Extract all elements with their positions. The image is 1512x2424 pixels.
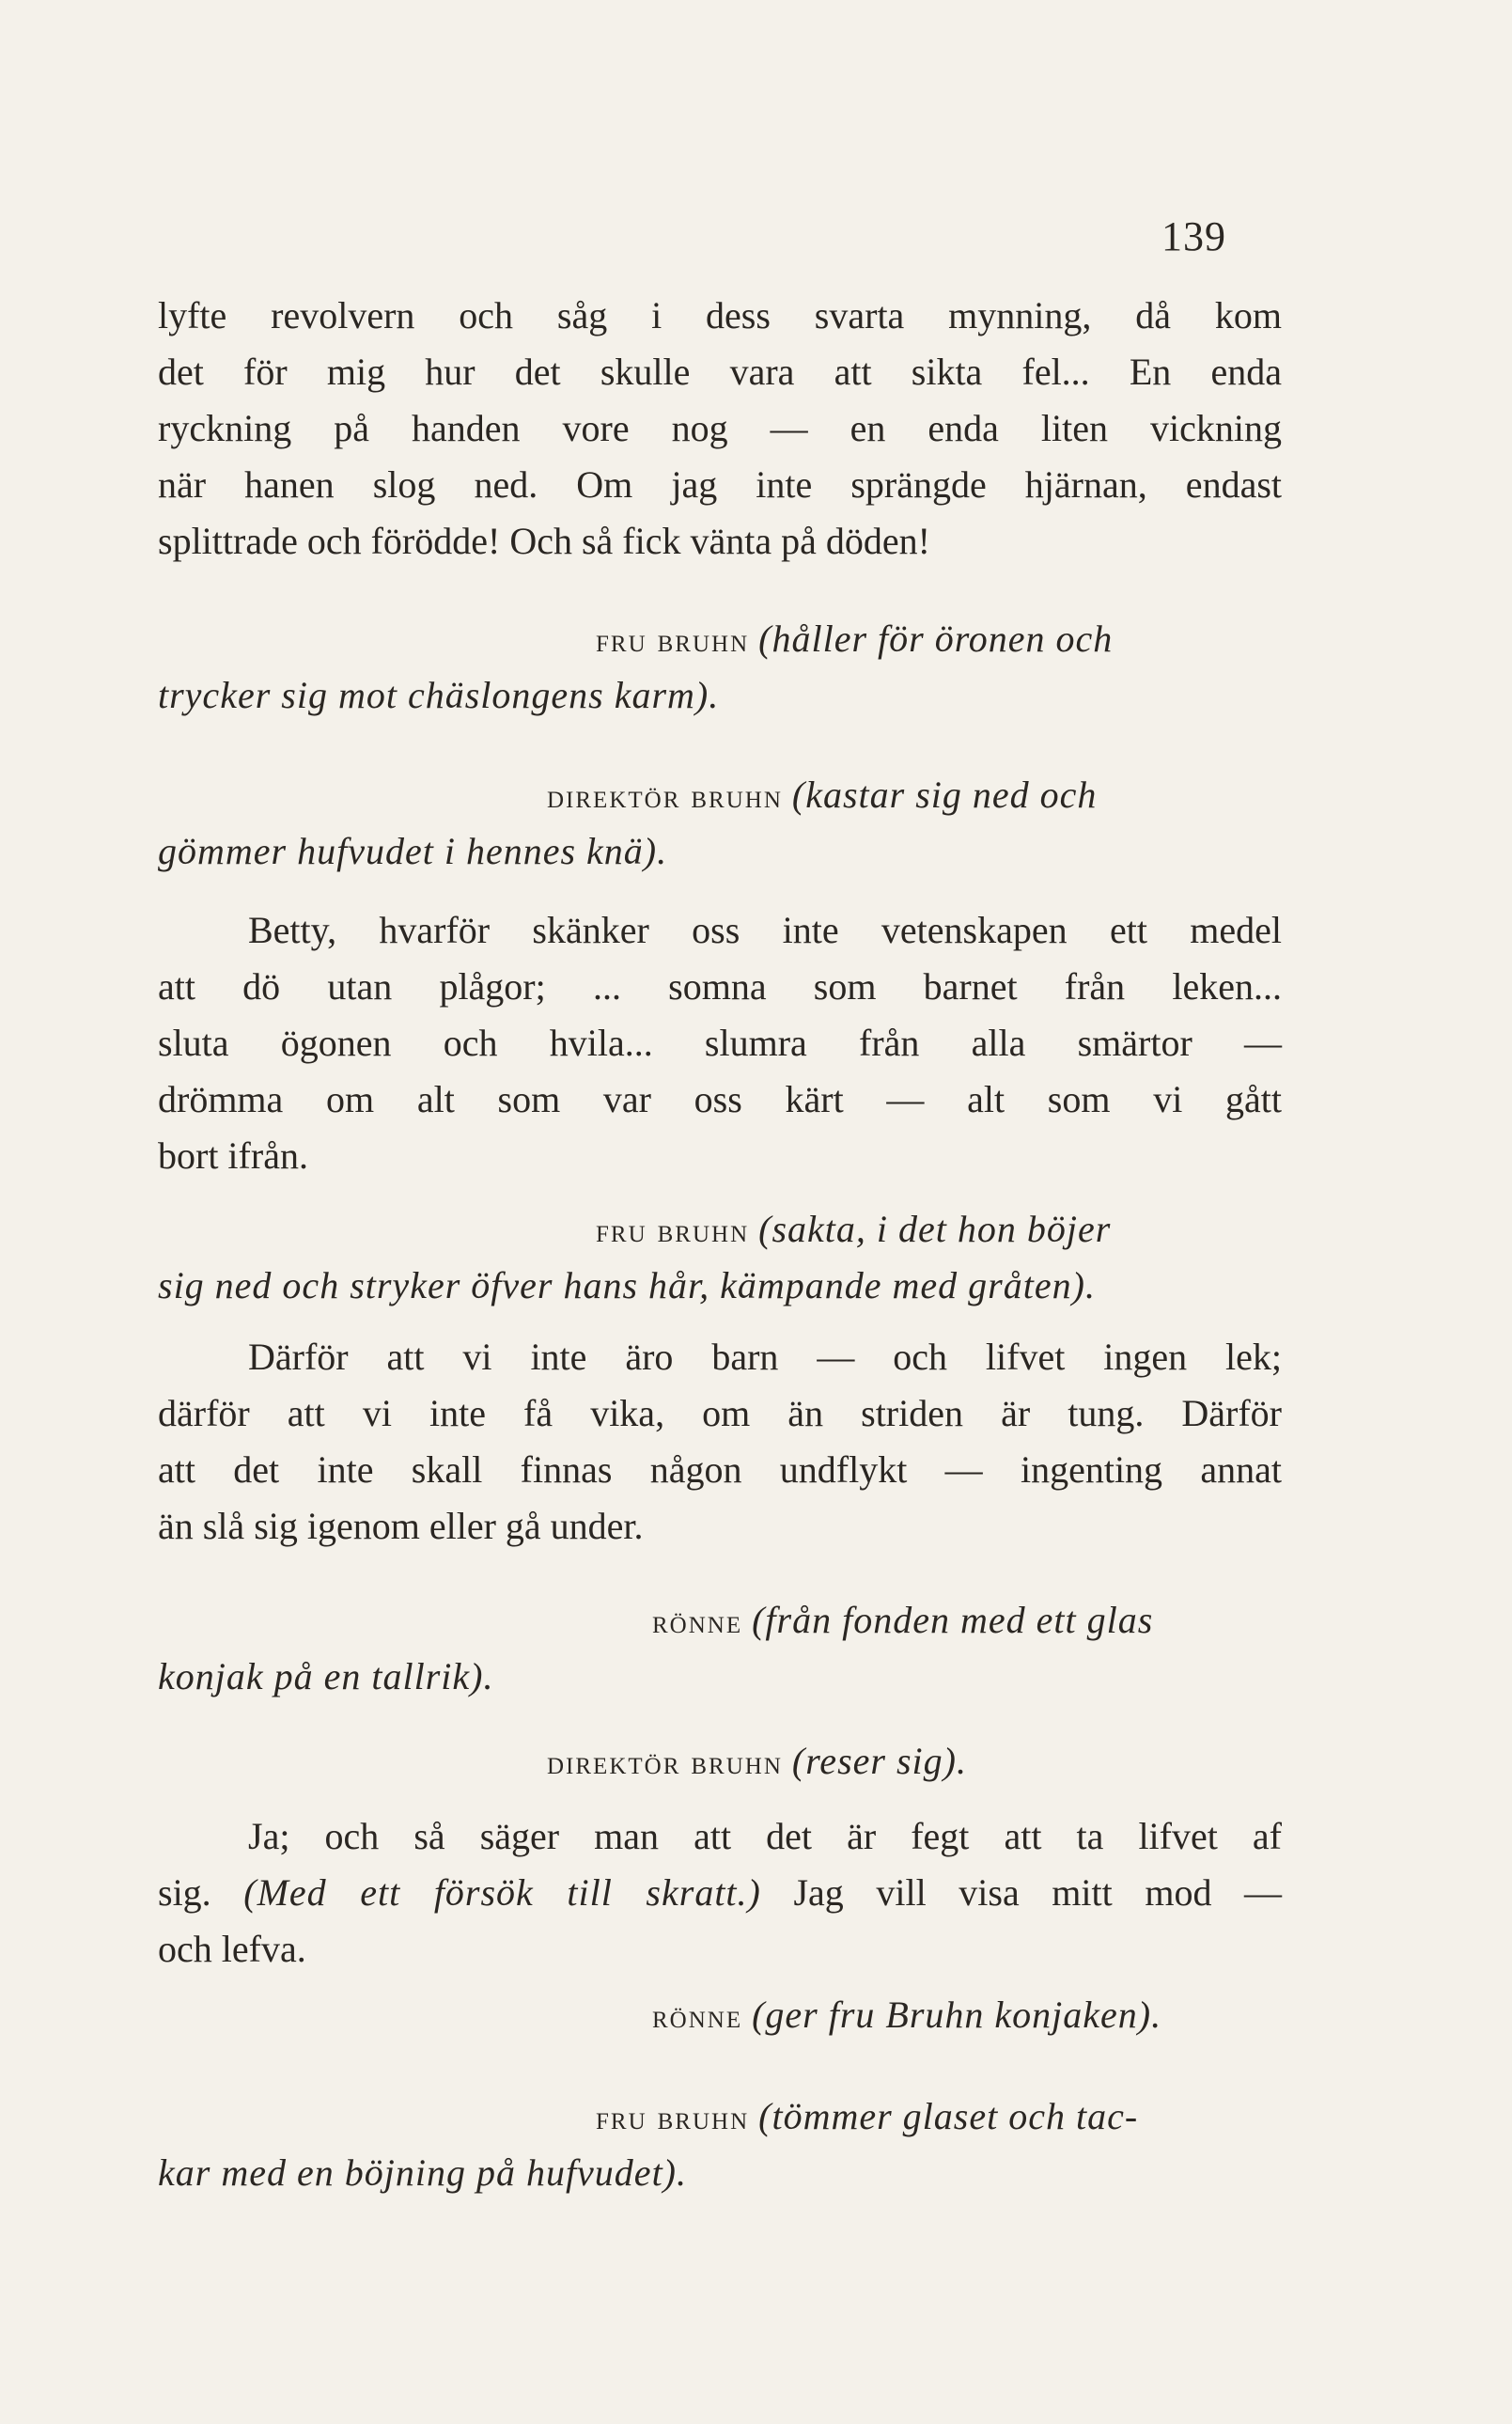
stage-cue-4 — [158, 1592, 1282, 1705]
cue-first-line — [158, 1201, 1282, 1258]
cue-first-line — [158, 611, 1282, 667]
cue-second-line — [158, 2145, 1282, 2201]
cue-first-line — [158, 767, 1282, 823]
paragraph-4 — [158, 1808, 1282, 1978]
text-line: drömma om alt som var oss kärt — alt som vi gått — [158, 1078, 1282, 1120]
speaker-name: rönne — [652, 1603, 743, 1640]
text-line: därför att vi inte få vika, om än striden är tung. Därför — [158, 1392, 1282, 1434]
stage-cue-1 — [158, 611, 1282, 724]
text-line: än slå sig igenom eller gå under. — [158, 1505, 644, 1547]
text-line: att dö utan plågor; ... somna som barnet från leken... — [158, 965, 1282, 1008]
speaker-name: fru bruhn — [596, 1212, 750, 1249]
cue-second-line — [158, 1649, 1282, 1705]
stage-cue-2 — [158, 767, 1282, 880]
text-line: splittrade och förödde! Och så fick vänta på döden! — [158, 520, 930, 562]
stage-direction: gömmer hufvudet i hennes knä). — [158, 830, 668, 872]
stage-direction: (tömmer glaset och tac- — [758, 2095, 1139, 2137]
cue-second-line — [158, 667, 1282, 724]
speaker-name: fru bruhn — [596, 621, 750, 659]
text-line — [158, 1865, 1282, 1921]
page-number: 139 — [1161, 213, 1226, 259]
stage-direction: kar med en böjning på hufvudet). — [158, 2151, 687, 2194]
stage-direction: trycker sig mot chäslongens karm). — [158, 674, 720, 716]
speaker-name: rönne — [652, 1997, 743, 2035]
paragraph-2 — [158, 902, 1282, 1184]
cue-line — [158, 1733, 1282, 1790]
stage-direction: sig ned och stryker öfver hans hår, kämpande med gråten). — [158, 1264, 1096, 1306]
cue-second-line — [158, 823, 1282, 880]
stage-direction: (reser sig). — [791, 1740, 967, 1782]
text-line: Betty, hvarför skänker oss inte vetenskapen ett medel — [248, 909, 1282, 951]
cue-first-line — [158, 1592, 1282, 1649]
text-segment: Jag vill visa mitt mod — — [793, 1871, 1283, 1914]
stage-direction: (kastar sig ned och — [791, 774, 1098, 816]
text-line: sluta ögonen och hvila... slumra från alla smärtor — — [158, 1022, 1282, 1064]
stage-direction: konjak på en tallrik). — [158, 1655, 494, 1697]
stage-cue-5 — [158, 1733, 1282, 1790]
text-line: och lefva. — [158, 1928, 306, 1970]
speaker-name: direktör bruhn — [547, 1744, 783, 1781]
stage-direction-inline: (Med ett försök till skratt.) — [243, 1871, 761, 1914]
text-line: Ja; och så säger man att det är fegt att ta lifvet af — [248, 1815, 1282, 1857]
cue-second-line — [158, 1258, 1282, 1314]
cue-first-line — [158, 2088, 1282, 2145]
stage-direction: (sakta, i det hon böjer — [758, 1208, 1112, 1250]
text-line: Därför att vi inte äro barn — och lifvet ingen lek; — [248, 1336, 1282, 1378]
speaker-name: fru bruhn — [596, 2099, 750, 2136]
text-line: ryckning på handen vore nog — en enda liten vickning — [158, 407, 1282, 449]
paragraph-1 — [158, 288, 1282, 570]
stage-direction: (från fonden med ett glas — [752, 1599, 1154, 1641]
speaker-name: direktör bruhn — [547, 777, 783, 815]
stage-direction: (ger fru Bruhn konjaken). — [752, 1994, 1162, 2036]
cue-line — [158, 1987, 1282, 2043]
paragraph-3 — [158, 1329, 1282, 1555]
text-line: lyfte revolvern och såg i dess svarta mynning, då kom — [158, 294, 1282, 336]
stage-cue-3 — [158, 1201, 1282, 1314]
stage-cue-6 — [158, 1987, 1282, 2043]
text-line: bort ifrån. — [158, 1134, 308, 1177]
text-line: det för mig hur det skulle vara att sikta fel... En enda — [158, 351, 1282, 393]
stage-direction: (håller för öronen och — [758, 618, 1114, 660]
text-segment: sig. — [158, 1871, 211, 1914]
stage-cue-7 — [158, 2088, 1282, 2201]
text-line: när hanen slog ned. Om jag inte sprängde hjärnan, endast — [158, 463, 1282, 506]
text-line: att det inte skall finnas någon undflykt — ingenting annat — [158, 1448, 1282, 1491]
